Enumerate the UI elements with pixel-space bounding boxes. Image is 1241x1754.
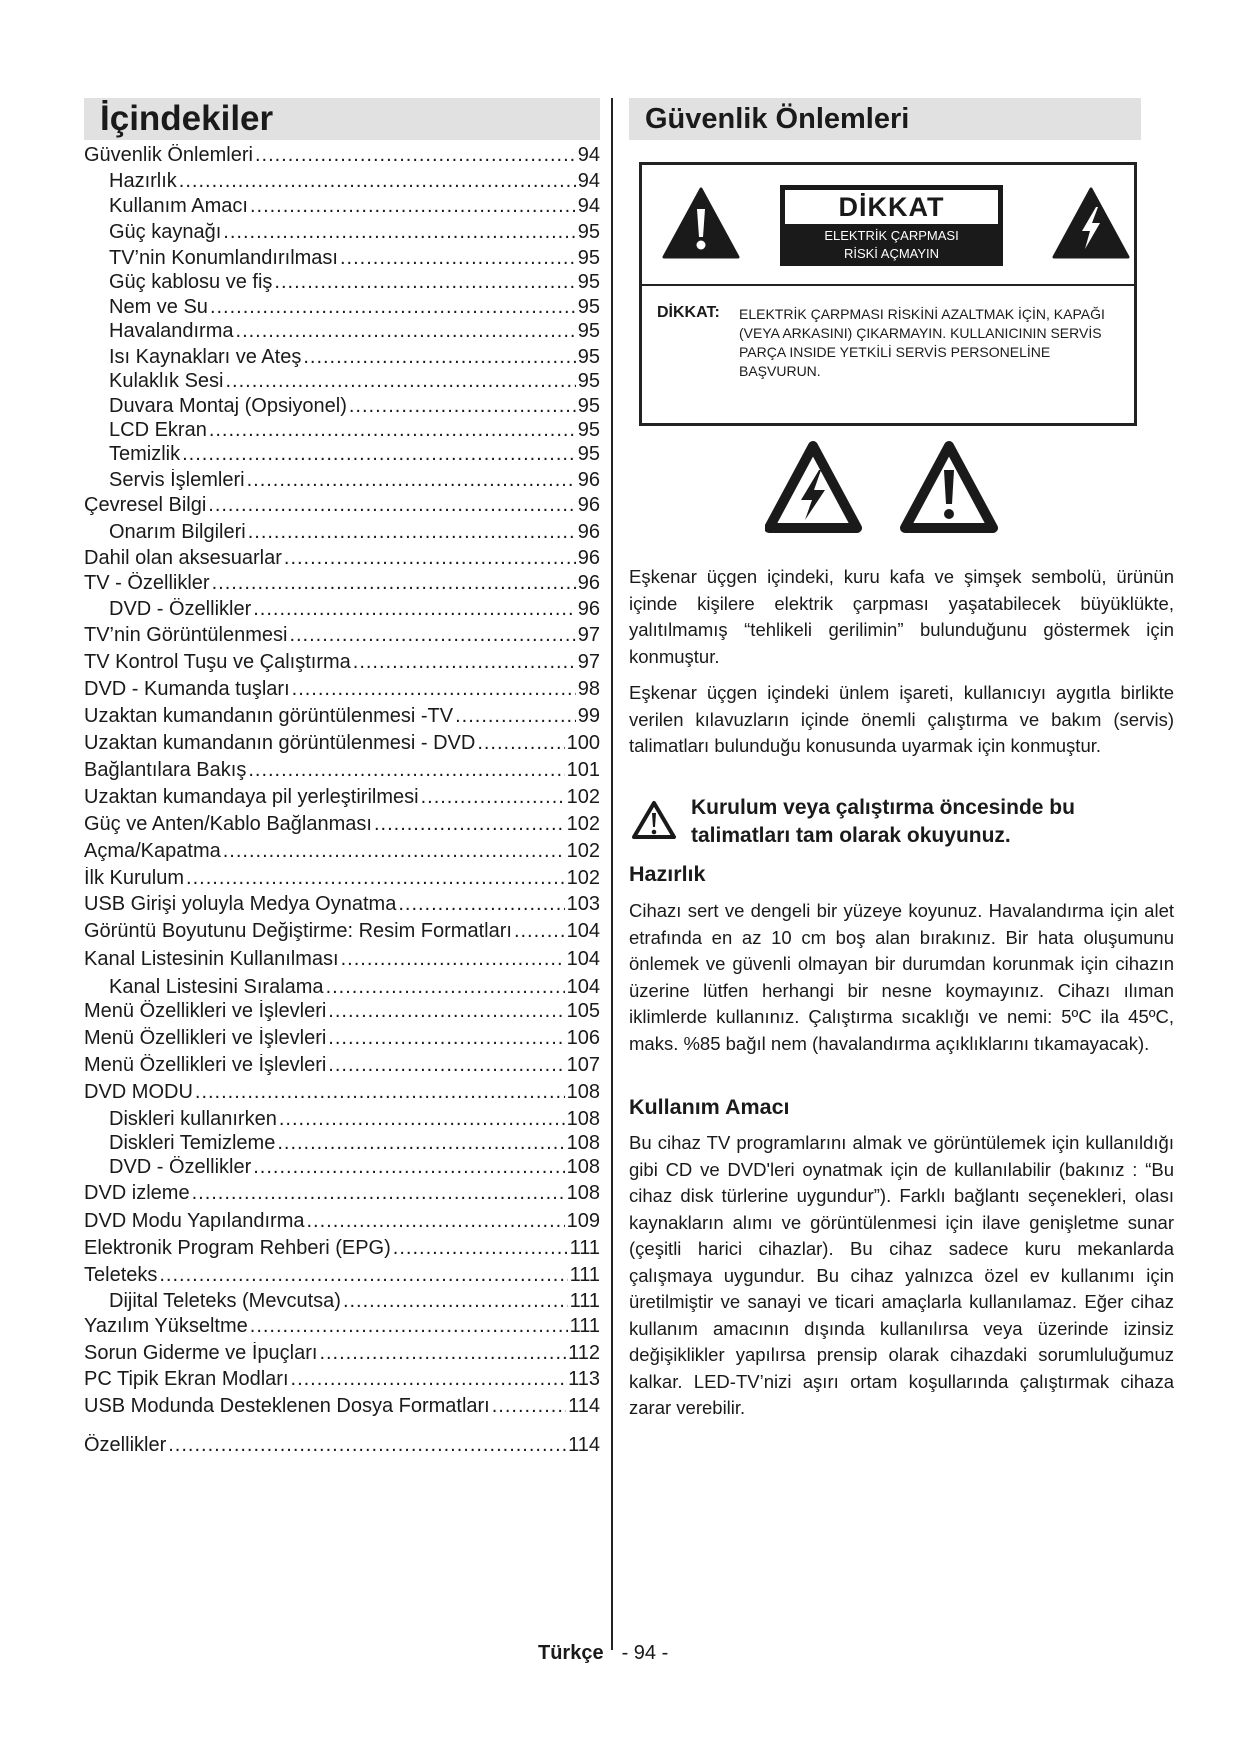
toc-entry-leader	[455, 705, 576, 728]
toc-entry[interactable]	[84, 1027, 600, 1053]
preparation-paragraph: Cihazı sert ve dengeli bir yüzeye koyunuz. Havalandırma için alet etrafında en az 10 cm boş alan bırakınız. Bir hata oluşumunu önlemek ve güvenli olmayan bir durumdan korunmak için cihazın üzerine lütfen herhangi bir nesne koymayınız. Cihazı ılıman iklimlerde kullanınız. Çalıştırma sıcaklığı ve nemi: 5ºC ila 45ºC, maks. %85 bağıl nem (havalandırma açıklıklarını tıkamayacak).	[629, 900, 1174, 1054]
toc-entry-title: Dijital Teleteks (Mevcutsa)	[109, 1290, 341, 1312]
toc-entry-title: Çevresel Bilgi	[84, 494, 207, 516]
toc-entry-page: 102	[566, 840, 600, 862]
toc-entry-leader	[277, 1132, 564, 1155]
toc-entry-leader	[303, 346, 575, 369]
intended-use-heading: Kullanım Amacı	[629, 1095, 790, 1119]
toc-entry-page: 104	[566, 920, 600, 942]
toc-entry[interactable]	[84, 1264, 600, 1290]
toc-entry-title: PC Tipik Ekran Modları	[84, 1368, 289, 1390]
safety-heading-bar	[629, 98, 1141, 140]
toc-entry[interactable]	[84, 732, 600, 758]
toc-entry-page: 96	[577, 547, 600, 569]
toc-entry-title: Menü Özellikleri ve İşlevleri	[84, 1027, 327, 1049]
toc-entry-leader	[209, 419, 576, 442]
toc-entry[interactable]	[84, 705, 600, 731]
toc-entry-title: USB Modunda Desteklenen Dosya Formatları	[84, 1395, 490, 1417]
toc-entry-title: Menü Özellikleri ve İşlevleri	[84, 1054, 327, 1076]
toc-entry-title: Görüntü Boyutunu Değiştirme: Resim Formatları	[84, 920, 512, 942]
toc-entry-title: Güç kablosu ve fiş	[109, 271, 273, 293]
toc-entry-leader	[374, 813, 565, 836]
toc-entry-leader	[210, 296, 576, 319]
toc-entry-leader	[514, 920, 565, 943]
toc-entry-page: 96	[577, 572, 600, 594]
toc-entry[interactable]	[109, 195, 600, 221]
toc-entry[interactable]	[109, 1108, 600, 1134]
toc-entry-leader	[159, 1264, 567, 1287]
toc-entry-leader	[192, 1182, 565, 1205]
toc-entry[interactable]	[84, 1054, 600, 1080]
toc-entry-page: 103	[566, 893, 600, 915]
toc-entry[interactable]	[109, 1156, 600, 1182]
caution-box	[639, 162, 1137, 426]
toc-entry[interactable]	[109, 1290, 600, 1316]
toc-entry-title: Onarım Bilgileri	[109, 521, 246, 543]
toc-entry-leader	[255, 144, 576, 167]
exclamation-warning-icon	[662, 187, 740, 259]
toc-entry-page: 109	[566, 1210, 600, 1232]
safety-column	[629, 98, 1174, 1418]
toc-entry-page: 104	[566, 976, 600, 998]
toc-entry-page: 100	[566, 732, 600, 754]
toc-entry[interactable]	[109, 598, 600, 624]
toc-entry-leader	[340, 247, 576, 270]
intended-use-paragraph: Bu cihaz TV programlarını almak ve görüntülemek için kullanıldığı gibi CD ve DVD'leri oynatmak için de kullanılabilir (bakınız : “Bu cihaz disk türlerine uygundur”). Farklı bağlantı seçenekleri, olası kaynakların alımı ve görüntülenmesi için ilave genişletme sunar (çeşitli harici cihazlar). Bu cihaz sadece kuru mekanlarda çalışmaya uygundur. Bu cihaz yalnızca özel ev kullanımı için üretilmiştir ve sanayi ve ticari amaçlarla kullanılamaz. Eğer cihaz kullanım amacının dışında kullanılırsa veya üzerinde izinsiz değişiklikler yapılırsa prensip olarak cihazdaki sorumluluğumuz kalkar. LED-TV’nizi aşırı ortam koşullarında çalıştırmak cihaza zarar verebilir.	[629, 1132, 1174, 1418]
toc-entry[interactable]	[84, 948, 600, 974]
toc-entry-page: 111	[569, 1290, 600, 1312]
toc-entry[interactable]	[84, 547, 600, 573]
footer-language: Türkçe	[538, 1642, 604, 1664]
toc-entry-page: 97	[577, 624, 600, 646]
toc-entry-page: 95	[577, 296, 600, 318]
toc-entry-page: 95	[577, 346, 600, 368]
toc-entry-title: Elektronik Program Rehberi (EPG)	[84, 1237, 391, 1259]
toc-entry-leader	[289, 624, 575, 647]
preparation-heading: Hazırlık	[629, 862, 706, 886]
toc-entry-page: 108	[566, 1132, 600, 1154]
toc-entry-leader	[393, 1237, 568, 1260]
toc-entry-page: 96	[577, 469, 600, 491]
caution-text-label: DİKKAT:	[657, 304, 720, 321]
toc-entry[interactable]	[109, 221, 600, 247]
toc-entry[interactable]	[84, 920, 600, 946]
toc-entry-page: 114	[568, 1434, 600, 1456]
toc-entry-page: 95	[577, 370, 600, 392]
toc-entry[interactable]	[109, 976, 600, 1002]
toc-entry[interactable]	[109, 469, 600, 495]
toc-entry[interactable]	[84, 1237, 600, 1263]
toc-entry-page: 95	[577, 395, 600, 417]
toc-entry-page: 95	[577, 271, 600, 293]
toc-entry-title: Servis İşlemleri	[109, 469, 245, 491]
toc-entry-leader	[248, 521, 576, 544]
toc-entry-page: 112	[568, 1342, 600, 1364]
toc-entry-page: 104	[566, 948, 600, 970]
toc-entry-leader	[279, 1108, 565, 1131]
toc-entry-leader	[248, 759, 564, 782]
toc-entry[interactable]	[84, 893, 600, 919]
toc-entry[interactable]	[84, 759, 600, 785]
toc-entry-title: TV - Özellikler	[84, 572, 210, 594]
lightning-symbol-icon	[769, 446, 857, 528]
toc-entry-leader	[292, 678, 576, 701]
toc-entry[interactable]	[84, 624, 600, 650]
toc-entry-title: DVD MODU	[84, 1081, 193, 1103]
toc-entry-page: 106	[566, 1027, 600, 1049]
toc-entry-title: Havalandırma	[109, 320, 234, 342]
caution-title: DİKKAT	[785, 190, 998, 224]
toc-entry-page: 108	[566, 1081, 600, 1103]
toc-entry[interactable]	[109, 419, 600, 445]
toc-entry-title: Kullanım Amacı	[109, 195, 248, 217]
toc-entry-leader	[253, 598, 576, 621]
toc-entry-page: 108	[566, 1182, 600, 1204]
toc-entry-leader	[253, 1156, 564, 1179]
toc-entry-page: 95	[577, 221, 600, 243]
toc-entry[interactable]	[84, 1342, 600, 1368]
toc-entry[interactable]	[109, 370, 600, 396]
safety-heading: Güvenlik Önlemleri	[645, 102, 910, 135]
toc-entry-page: 98	[577, 678, 600, 700]
toc-entry-page: 113	[568, 1368, 600, 1390]
toc-entry-leader	[328, 1027, 564, 1050]
toc-entry[interactable]	[109, 271, 600, 297]
toc-entry-title: DVD - Özellikler	[109, 598, 252, 620]
footer-page-number: - 94 -	[621, 1642, 669, 1664]
toc-entry-page: 97	[577, 651, 600, 673]
toc-entry[interactable]	[84, 678, 600, 704]
caution-subtitle-line2: RİSKİ AÇMAYIN	[843, 246, 940, 261]
toc-entry-leader	[274, 271, 575, 294]
toc-entry-leader	[306, 1210, 564, 1233]
toc-entry-title: DVD - Özellikler	[109, 1156, 252, 1178]
toc-entry-page: 94	[577, 170, 600, 192]
toc-entry-leader	[353, 651, 576, 674]
toc-entry[interactable]	[84, 840, 600, 866]
toc-entry-title: Teleteks	[84, 1264, 158, 1286]
toc-entry[interactable]	[109, 395, 600, 421]
toc-entry-leader	[284, 547, 576, 570]
toc-entry-leader	[195, 1081, 565, 1104]
toc-entry-page: 111	[569, 1264, 600, 1286]
caution-text: ELEKTRİK ÇARPMASI RİSKİNİ AZALTMAK İÇİN, KAPAĞI (VEYA ARKASINI) ÇIKARMAYIN. KULLANICININ SERVİS PARÇA INSIDE YETKİLİ SERVİS PERSONELİNE BAŞVURUN.	[739, 306, 1105, 379]
read-instructions-text: Kurulum veya çalıştırma öncesinde bu talimatları tam olarak okuyunuz.	[691, 796, 1075, 847]
toc-entry-page: 108	[566, 1156, 600, 1178]
toc-entry-title: Açma/Kapatma	[84, 840, 221, 862]
caution-subtitle	[780, 227, 1003, 263]
toc-entry-title: Güç kaynağı	[109, 221, 222, 243]
toc-entry[interactable]	[84, 651, 600, 677]
toc-entry[interactable]	[109, 320, 600, 346]
toc-entry-leader	[341, 948, 565, 971]
column-divider	[611, 98, 613, 1650]
toc-entry-title: Temizlik	[109, 443, 181, 465]
toc-entry-page: 99	[577, 705, 600, 727]
toc-entry-leader	[328, 1000, 564, 1023]
toc-entry-page: 111	[569, 1237, 600, 1259]
toc-entry[interactable]	[109, 521, 600, 547]
toc-entry-title: Uzaktan kumandanın görüntülenmesi - DVD	[84, 732, 476, 754]
toc-entry[interactable]	[84, 1315, 600, 1341]
toc-entry[interactable]	[84, 494, 600, 520]
toc-entry-page: 102	[566, 786, 600, 808]
lightning-symbol-paragraph: Eşkenar üçgen içindeki, kuru kafa ve şimşek sembolü, ürünün içinde kişilere elektrik çarpması yaşatabilecek büyüklükte, yalıtılmamış “tehlikeli gerilimin” bulunduğunu göstermek için konmuştur.	[629, 566, 1174, 667]
toc-entry-leader	[179, 170, 576, 193]
toc-entry-leader	[168, 1434, 566, 1457]
toc-entry-page: 107	[566, 1054, 600, 1076]
toc-entry-page: 111	[569, 1315, 600, 1337]
toc-entry-title: Duvara Montaj (Opsiyonel)	[109, 395, 347, 417]
toc-entry-leader	[326, 976, 565, 999]
toc-entry-leader	[223, 840, 565, 863]
toc-entry-title: Güvenlik Önlemleri	[84, 144, 253, 166]
page-footer	[538, 1642, 668, 1665]
toc-entry-leader	[291, 1368, 567, 1391]
toc-entry[interactable]	[84, 786, 600, 812]
toc-entry-title: Yazılım Yükseltme	[84, 1315, 248, 1337]
toc-entry-title: Bağlantılara Bakış	[84, 759, 247, 781]
toc-entry-leader	[250, 195, 576, 218]
toc-entry-title: Uzaktan kumandanın görüntülenmesi -TV	[84, 705, 454, 727]
exclamation-symbol-icon	[905, 446, 993, 528]
toc-entry-title: USB Girişi yoluyla Medya Oynatma	[84, 893, 397, 915]
toc-entry[interactable]	[84, 144, 600, 170]
toc-entry-title: Isı Kaynakları ve Ateş	[109, 346, 302, 368]
toc-entry-title: TV Kontrol Tuşu ve Çalıştırma	[84, 651, 351, 673]
toc-entry[interactable]	[109, 1132, 600, 1158]
toc-entry-leader	[328, 1054, 564, 1077]
caution-label-box	[780, 185, 1003, 266]
toc-entry-title: Nem ve Su	[109, 296, 208, 318]
toc-entry-title: İlk Kurulum	[84, 867, 185, 889]
toc-entry-title: Kulaklık Sesi	[109, 370, 224, 392]
toc-entry-page: 96	[577, 494, 600, 516]
toc-entry-page: 95	[577, 320, 600, 342]
toc-entry-title: Güç ve Anten/Kablo Bağlanması	[84, 813, 372, 835]
toc-entry-leader	[208, 494, 575, 517]
toc-entry-leader	[236, 320, 576, 343]
toc-entry[interactable]	[84, 1210, 600, 1236]
toc-entry-title: Özellikler	[84, 1434, 167, 1456]
toc-heading: İçindekiler	[100, 99, 274, 138]
toc-entry-title: DVD izleme	[84, 1182, 190, 1204]
toc-entry-leader	[421, 786, 565, 809]
toc-entry[interactable]	[109, 170, 600, 196]
toc-entry-title: TV’nin Konumlandırılması	[109, 247, 338, 269]
toc-entry-page: 105	[566, 1000, 600, 1022]
toc-entry-title: LCD Ekran	[109, 419, 207, 441]
toc-entry-leader	[247, 469, 576, 492]
read-instructions-note	[629, 794, 1169, 850]
toc-entry-page: 102	[566, 867, 600, 889]
toc-entry-leader	[319, 1342, 566, 1365]
toc-entry-title: Kanal Listesinin Kullanılması	[84, 948, 339, 970]
toc-entry[interactable]	[84, 813, 600, 839]
toc-entry-leader	[477, 732, 564, 755]
exclamation-symbol-paragraph: Eşkenar üçgen içindeki ünlem işareti, kullanıcıyı aygıtla birlikte verilen kılavuzların içinde önemli çalıştırma ve bakım (servis) talimatları bulunduğu konusunda uyarmak için konmuştur.	[629, 682, 1174, 756]
toc-entry[interactable]	[109, 346, 600, 372]
toc-entry[interactable]	[84, 1000, 600, 1026]
toc-entry-title: DVD Modu Yapılandırma	[84, 1210, 305, 1232]
toc-entry[interactable]	[84, 867, 600, 893]
caution-subtitle-line1: ELEKTRİK ÇARPMASI	[824, 228, 959, 243]
toc-entry-page: 94	[577, 195, 600, 217]
toc-entry[interactable]	[109, 443, 600, 469]
hazard-symbols	[765, 440, 1001, 538]
toc-entry-title: TV’nin Görüntülenmesi	[84, 624, 288, 646]
toc-entry[interactable]	[109, 247, 600, 273]
toc-entry-page: 96	[577, 521, 600, 543]
toc-entry-leader	[250, 1315, 568, 1338]
toc-entry-page: 108	[566, 1108, 600, 1130]
toc-entry-page: 94	[577, 144, 600, 166]
toc-entry-page: 114	[568, 1395, 600, 1417]
toc-entry-page: 102	[566, 813, 600, 835]
toc-entry-leader	[223, 221, 575, 244]
toc-heading-bar	[84, 98, 600, 140]
toc-entry-page: 95	[577, 247, 600, 269]
toc-entry-page: 95	[577, 419, 600, 441]
toc-entry-leader	[212, 572, 576, 595]
toc-entry-title: DVD - Kumanda tuşları	[84, 678, 290, 700]
toc-entry-title: Uzaktan kumandaya pil yerleştirilmesi	[84, 786, 419, 808]
toc-entry[interactable]	[84, 1434, 600, 1460]
toc-entry-title: Diskleri Temizleme	[109, 1132, 276, 1154]
toc-column	[84, 98, 600, 1456]
toc-entry-title: Diskleri kullanırken	[109, 1108, 277, 1130]
toc-entry-leader	[492, 1395, 566, 1418]
toc-entry-page: 95	[577, 443, 600, 465]
toc-entry[interactable]	[84, 1395, 600, 1421]
toc-entry[interactable]	[84, 1182, 600, 1208]
lightning-warning-icon	[1052, 187, 1130, 259]
toc-entry-leader	[226, 370, 576, 393]
toc-entry[interactable]	[84, 1081, 600, 1107]
toc-entry[interactable]	[84, 1368, 600, 1394]
toc-entry-leader	[349, 395, 576, 418]
toc-entry-leader	[398, 893, 564, 916]
toc-entry-title: Dahil olan aksesuarlar	[84, 547, 282, 569]
toc-entry-page: 101	[566, 759, 600, 781]
toc-entry-title: Sorun Giderme ve İpuçları	[84, 1342, 318, 1364]
toc-entry[interactable]	[84, 572, 600, 598]
warning-triangle-icon	[631, 800, 677, 840]
toc-entry-leader	[186, 867, 565, 890]
toc-entry-leader	[343, 1290, 568, 1313]
caution-separator	[642, 284, 1134, 286]
toc-entry-title: Hazırlık	[109, 170, 177, 192]
toc-entry-title: Menü Özellikleri ve İşlevleri	[84, 1000, 327, 1022]
toc-entry[interactable]	[109, 296, 600, 322]
toc-entry-title: Kanal Listesini Sıralama	[109, 976, 324, 998]
toc-entry-leader	[182, 443, 576, 466]
toc-entry-page: 96	[577, 598, 600, 620]
